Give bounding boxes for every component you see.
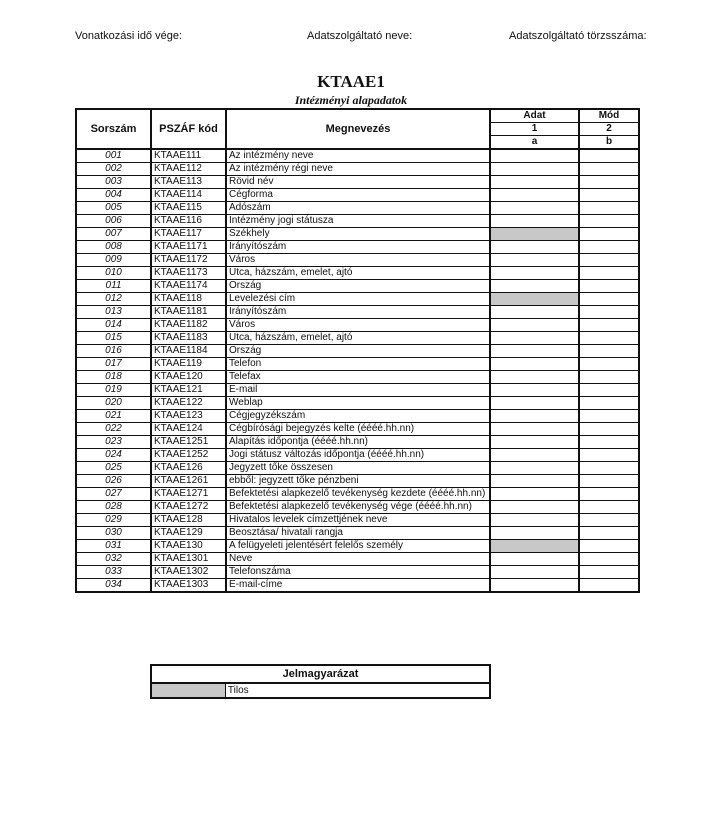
- row-name: Cégforma: [226, 189, 490, 202]
- table-row: [76, 241, 639, 254]
- mod-cell[interactable]: [579, 241, 639, 254]
- adat-cell[interactable]: [490, 319, 579, 332]
- row-name: Az intézmény régi neve: [226, 163, 490, 176]
- row-code: KTAAE1184: [151, 345, 226, 358]
- row-code: KTAAE1183: [151, 332, 226, 345]
- mod-cell[interactable]: [579, 449, 639, 462]
- table-row: [76, 202, 639, 215]
- row-name: Utca, házszám, emelet, ajtó: [226, 267, 490, 280]
- row-number: 019: [76, 384, 151, 397]
- adat-cell-forbidden: [490, 540, 579, 553]
- row-code: KTAAE113: [151, 176, 226, 189]
- adat-cell[interactable]: [490, 423, 579, 436]
- adat-cell[interactable]: [490, 514, 579, 527]
- table-row: [76, 579, 639, 593]
- row-name: Telefax: [226, 371, 490, 384]
- table-row: [76, 215, 639, 228]
- adat-cell[interactable]: [490, 410, 579, 423]
- mod-cell[interactable]: [579, 319, 639, 332]
- row-code: KTAAE1261: [151, 475, 226, 488]
- row-name: Befektetési alapkezelő tevékenység vége (éééé.hh.nn): [226, 501, 490, 514]
- table-row: [76, 501, 639, 514]
- table-row: [76, 293, 639, 306]
- row-number: 009: [76, 254, 151, 267]
- row-code: KTAAE130: [151, 540, 226, 553]
- row-number: 030: [76, 527, 151, 540]
- row-number: 034: [76, 579, 151, 593]
- adat-cell[interactable]: [490, 488, 579, 501]
- adat-cell[interactable]: [490, 149, 579, 163]
- row-code: KTAAE1303: [151, 579, 226, 593]
- mod-cell[interactable]: [579, 176, 639, 189]
- mod-cell[interactable]: [579, 345, 639, 358]
- row-number: 015: [76, 332, 151, 345]
- row-number: 013: [76, 306, 151, 319]
- adat-cell[interactable]: [490, 475, 579, 488]
- row-number: 027: [76, 488, 151, 501]
- row-name: Levelezési cím: [226, 293, 490, 306]
- mod-cell[interactable]: [579, 267, 639, 280]
- reference-period-label: Vonatkozási idő vége:: [75, 30, 183, 42]
- row-code: KTAAE116: [151, 215, 226, 228]
- table-row: [76, 267, 639, 280]
- mod-cell[interactable]: [579, 488, 639, 501]
- row-code: KTAAE1181: [151, 306, 226, 319]
- row-name: Neve: [226, 553, 490, 566]
- row-code: KTAAE118: [151, 293, 226, 306]
- adat-cell[interactable]: [490, 241, 579, 254]
- row-code: KTAAE1182: [151, 319, 226, 332]
- adat-cell[interactable]: [490, 371, 579, 384]
- table-row: [76, 540, 639, 553]
- adat-cell[interactable]: [490, 345, 579, 358]
- row-name: Irányítószám: [226, 241, 490, 254]
- mod-cell[interactable]: [579, 462, 639, 475]
- table-row: [76, 163, 639, 176]
- adat-cell[interactable]: [490, 579, 579, 593]
- row-number: 021: [76, 410, 151, 423]
- row-name: Város: [226, 254, 490, 267]
- legend-tilos-label: Tilos: [227, 685, 249, 696]
- table-row: [76, 384, 639, 397]
- mod-cell[interactable]: [579, 540, 639, 553]
- header-megnevezes: Megnevezés: [226, 109, 490, 149]
- table-row: [76, 566, 639, 579]
- row-name: Adószám: [226, 202, 490, 215]
- row-code: KTAAE119: [151, 358, 226, 371]
- header-mod-letter: b: [579, 136, 639, 150]
- mod-cell[interactable]: [579, 189, 639, 202]
- header-adat-number: 1: [490, 123, 579, 136]
- row-code: KTAAE117: [151, 228, 226, 241]
- table-row: [76, 527, 639, 540]
- row-number: 033: [76, 566, 151, 579]
- adat-cell[interactable]: [490, 332, 579, 345]
- row-name: Az intézmény neve: [226, 149, 490, 163]
- row-number: 011: [76, 280, 151, 293]
- row-name: Jogi státusz változás időpontja (éééé.hh.nn): [226, 449, 490, 462]
- mod-cell[interactable]: [579, 579, 639, 593]
- row-number: 002: [76, 163, 151, 176]
- mod-cell[interactable]: [579, 202, 639, 215]
- adat-cell[interactable]: [490, 501, 579, 514]
- header-pszaf-kod: PSZÁF kód: [151, 109, 226, 149]
- mod-cell[interactable]: [579, 384, 639, 397]
- row-code: KTAAE121: [151, 384, 226, 397]
- header-mod-number: 2: [579, 123, 639, 136]
- row-code: KTAAE1302: [151, 566, 226, 579]
- mod-cell[interactable]: [579, 306, 639, 319]
- table-row: [76, 149, 639, 163]
- row-code: KTAAE1301: [151, 553, 226, 566]
- table-header: [76, 109, 639, 149]
- table-row: [76, 228, 639, 241]
- row-number: 031: [76, 540, 151, 553]
- row-code: KTAAE122: [151, 397, 226, 410]
- adat-cell-forbidden: [490, 293, 579, 306]
- row-name: A felügyeleti jelentésért felelős személy: [226, 540, 490, 553]
- adat-cell[interactable]: [490, 462, 579, 475]
- row-number: 020: [76, 397, 151, 410]
- header-mod: Mód: [579, 109, 639, 123]
- mod-cell[interactable]: [579, 410, 639, 423]
- row-name: Telefon: [226, 358, 490, 371]
- row-name: Weblap: [226, 397, 490, 410]
- row-name: Cégjegyzékszám: [226, 410, 490, 423]
- row-name: Telefonszáma: [226, 566, 490, 579]
- row-name: Befektetési alapkezelő tevékenység kezdete (éééé.hh.nn): [226, 488, 490, 501]
- row-number: 007: [76, 228, 151, 241]
- adat-cell[interactable]: [490, 215, 579, 228]
- row-name: Város: [226, 319, 490, 332]
- row-name: E-mail-címe: [226, 579, 490, 593]
- adat-cell[interactable]: [490, 566, 579, 579]
- mod-cell[interactable]: [579, 371, 639, 384]
- adat-cell[interactable]: [490, 384, 579, 397]
- table-row: [76, 176, 639, 189]
- adat-cell[interactable]: [490, 436, 579, 449]
- row-name: Cégbírósági bejegyzés kelte (éééé.hh.nn): [226, 423, 490, 436]
- row-number: 010: [76, 267, 151, 280]
- adat-cell[interactable]: [490, 254, 579, 267]
- table-row: [76, 319, 639, 332]
- table-row: [76, 475, 639, 488]
- table-row: [76, 280, 639, 293]
- mod-cell[interactable]: [579, 514, 639, 527]
- adat-cell[interactable]: [490, 176, 579, 189]
- table-row: [76, 423, 639, 436]
- table-body: [76, 149, 639, 592]
- row-number: 032: [76, 553, 151, 566]
- table-row: [76, 436, 639, 449]
- row-code: KTAAE1172: [151, 254, 226, 267]
- adat-cell[interactable]: [490, 163, 579, 176]
- row-number: 008: [76, 241, 151, 254]
- row-code: KTAAE129: [151, 527, 226, 540]
- row-name: Jegyzett tőke összesen: [226, 462, 490, 475]
- header-adat: Adat: [490, 109, 579, 123]
- provider-id-label: Adatszolgáltató törzsszáma:: [509, 30, 647, 42]
- row-name: Ország: [226, 345, 490, 358]
- row-code: KTAAE112: [151, 163, 226, 176]
- adat-cell[interactable]: [490, 306, 579, 319]
- row-name: Hivatalos levelek címzettjének neve: [226, 514, 490, 527]
- row-number: 005: [76, 202, 151, 215]
- mod-cell[interactable]: [579, 358, 639, 371]
- row-name: Intézmény jogi státusza: [226, 215, 490, 228]
- row-number: 022: [76, 423, 151, 436]
- row-number: 004: [76, 189, 151, 202]
- table-row: [76, 358, 639, 371]
- row-name: Beosztása/ hivatali rangja: [226, 527, 490, 540]
- row-code: KTAAE123: [151, 410, 226, 423]
- row-number: 014: [76, 319, 151, 332]
- row-name: Utca, házszám, emelet, ajtó: [226, 332, 490, 345]
- header-sorszam: Sorszám: [76, 109, 151, 149]
- row-number: 017: [76, 358, 151, 371]
- mod-cell[interactable]: [579, 527, 639, 540]
- adat-cell-forbidden: [490, 228, 579, 241]
- row-code: KTAAE128: [151, 514, 226, 527]
- table-row: [76, 462, 639, 475]
- row-code: KTAAE1171: [151, 241, 226, 254]
- adat-cell[interactable]: [490, 527, 579, 540]
- table-row: [76, 514, 639, 527]
- row-number: 029: [76, 514, 151, 527]
- mod-cell[interactable]: [579, 163, 639, 176]
- legend-tilos-swatch: [151, 683, 225, 698]
- adat-cell[interactable]: [490, 397, 579, 410]
- mod-cell[interactable]: [579, 436, 639, 449]
- mod-cell[interactable]: [579, 501, 639, 514]
- row-code: KTAAE1252: [151, 449, 226, 462]
- row-code: KTAAE115: [151, 202, 226, 215]
- mod-cell[interactable]: [579, 553, 639, 566]
- row-code: KTAAE1173: [151, 267, 226, 280]
- row-number: 024: [76, 449, 151, 462]
- row-code: KTAAE1251: [151, 436, 226, 449]
- row-name: Alapítás időpontja (éééé.hh.nn): [226, 436, 490, 449]
- row-number: 016: [76, 345, 151, 358]
- row-number: 001: [76, 149, 151, 163]
- row-name: Székhely: [226, 228, 490, 241]
- table-row: [76, 345, 639, 358]
- table-row: [76, 306, 639, 319]
- row-name: Rövid név: [226, 176, 490, 189]
- form-subtitle: Intézményi alapadatok: [294, 93, 408, 107]
- row-number: 018: [76, 371, 151, 384]
- adat-cell[interactable]: [490, 280, 579, 293]
- table-row: [76, 397, 639, 410]
- mod-cell[interactable]: [579, 228, 639, 241]
- table-row: [76, 371, 639, 384]
- data-table: [75, 108, 640, 593]
- mod-cell[interactable]: [579, 566, 639, 579]
- mod-cell[interactable]: [579, 149, 639, 163]
- row-code: KTAAE120: [151, 371, 226, 384]
- mod-cell[interactable]: [579, 475, 639, 488]
- mod-cell[interactable]: [579, 423, 639, 436]
- table-row: [76, 488, 639, 501]
- row-number: 026: [76, 475, 151, 488]
- row-number: 006: [76, 215, 151, 228]
- provider-name-label: Adatszolgáltató neve:: [307, 30, 413, 42]
- row-code: KTAAE126: [151, 462, 226, 475]
- legend-title: Jelmagyarázat: [151, 665, 490, 683]
- table-row: [76, 332, 639, 345]
- row-code: KTAAE1272: [151, 501, 226, 514]
- row-name: Ország: [226, 280, 490, 293]
- mod-cell[interactable]: [579, 397, 639, 410]
- row-number: 025: [76, 462, 151, 475]
- table-row: [76, 254, 639, 267]
- row-name: E-mail: [226, 384, 490, 397]
- adat-cell[interactable]: [490, 449, 579, 462]
- mod-cell[interactable]: [579, 254, 639, 267]
- row-number: 012: [76, 293, 151, 306]
- row-number: 003: [76, 176, 151, 189]
- row-code: KTAAE1271: [151, 488, 226, 501]
- row-number: 023: [76, 436, 151, 449]
- adat-cell[interactable]: [490, 358, 579, 371]
- mod-cell[interactable]: [579, 215, 639, 228]
- adat-cell[interactable]: [490, 202, 579, 215]
- mod-cell[interactable]: [579, 332, 639, 345]
- table-row: [76, 553, 639, 566]
- table-row: [76, 410, 639, 423]
- row-code: KTAAE1174: [151, 280, 226, 293]
- row-name: ebből: jegyzett tőke pénzbeni: [226, 475, 490, 488]
- header-adat-letter: a: [490, 136, 579, 150]
- adat-cell[interactable]: [490, 267, 579, 280]
- row-name: Irányítószám: [226, 306, 490, 319]
- legend-box: [150, 664, 491, 699]
- form-title: KTAAE1: [317, 72, 385, 91]
- adat-cell[interactable]: [490, 553, 579, 566]
- adat-cell[interactable]: [490, 189, 579, 202]
- table-row: [76, 449, 639, 462]
- row-code: KTAAE124: [151, 423, 226, 436]
- table-row: [76, 189, 639, 202]
- row-number: 028: [76, 501, 151, 514]
- row-code: KTAAE114: [151, 189, 226, 202]
- mod-cell[interactable]: [579, 293, 639, 306]
- row-code: KTAAE111: [151, 149, 226, 163]
- mod-cell[interactable]: [579, 280, 639, 293]
